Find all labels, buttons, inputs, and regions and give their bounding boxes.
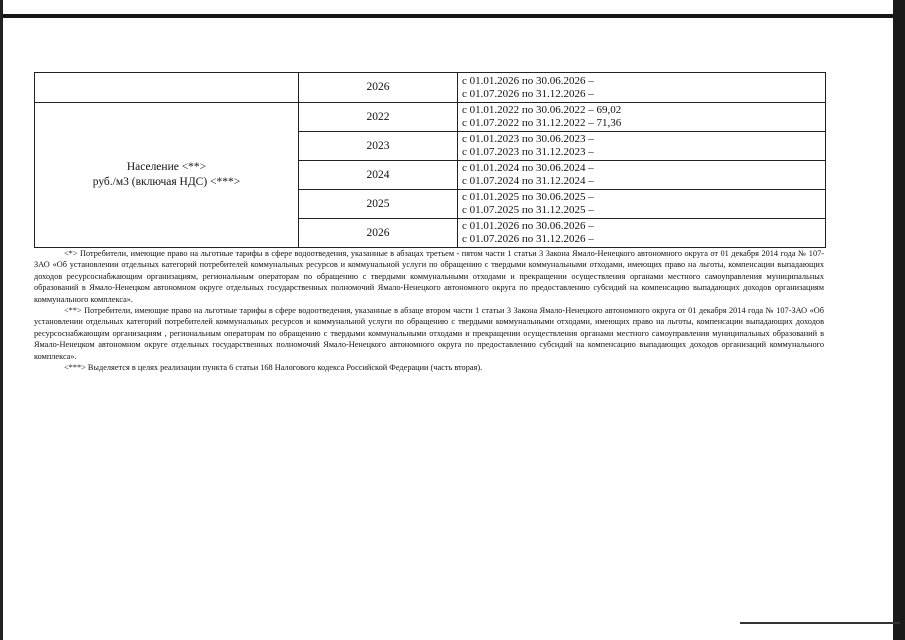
category-cell xyxy=(35,103,299,248)
footnotes xyxy=(34,248,824,373)
period-line: с 01.01.2025 по 30.06.2025 – xyxy=(462,191,594,203)
year-cell: 2024 xyxy=(299,161,458,190)
year-cell: 2026 xyxy=(299,219,458,248)
category-unit: руб./м3 (включая НДС) <***> xyxy=(92,176,241,188)
periods-cell xyxy=(458,73,826,103)
empty-category-cell xyxy=(35,73,299,103)
period-line: с 01.01.2023 по 30.06.2023 – xyxy=(462,133,594,145)
tariff-table xyxy=(34,72,826,248)
period-line: с 01.07.2026 по 31.12.2026 – xyxy=(462,233,594,245)
scan-border-right xyxy=(893,0,905,640)
periods-cell xyxy=(458,103,826,132)
periods-cell xyxy=(458,190,826,219)
scan-border-top xyxy=(0,0,905,18)
periods-cell xyxy=(458,161,826,190)
period-line: с 01.07.2025 по 31.12.2025 – xyxy=(462,204,594,216)
footnote-2: <**> Потребители, имеющие право на льготные тарифы в сфере водоотведения, указанные в абзаце втором части 1 статьи 3 Закона Ямало-Ненецкого автономного округа от 01 декабря 2014 года № 107-ЗАО «Об установлении отдельных категорий потребителей коммунальных ресурсов и коммунальной услуги по обращению с твердыми коммунальными отходами, имеющих право на льготы, компенсации выпадающих доходов ресурсоснабжающим организациям , региональным операторам по обращению с твердыми коммунальными отходами и прекращении осуществления органами местного самоуправления муниципальных образований в Ямало-Ненецком автономном округе отдельных государственных полномочий Ямало-Ненецкого автономного округа по предоставлению субсидий на компенсацию выпадающих доходов организаций коммунального комплекса». xyxy=(34,306,824,361)
year-cell: 2022 xyxy=(299,103,458,132)
year-cell: 2023 xyxy=(299,132,458,161)
table-row xyxy=(35,73,826,103)
year-cell: 2026 xyxy=(299,73,458,103)
category-title: Население <**> xyxy=(126,161,207,173)
period-line: с 01.07.2024 по 31.12.2024 – xyxy=(462,175,594,187)
footnote-1: <*> Потребители, имеющие право на льготные тарифы в сфере водоотведения, указанные в абзацах третьем - пятом части 1 статьи 3 Закона Ямало-Ненецкого автономного округа от 01 декабря 2014 года № 107-ЗАО «Об установлении отдельных категорий потребителей коммунальных ресурсов и коммунальной услуги по обращению с твердыми коммунальными отходами, имеющих право на льготы, компенсации выпадающих доходов ресурсоснабжающим организациям, региональным операторам по обращению с твердыми коммунальными отходами и прекращении осуществления органами местного самоуправления муниципальных образований в Ямало-Ненецком автономном округе отдельных государственных полномочий Ямало-Ненецкого автономного округа по предоставлению субсидий на компенсацию выпадающих доходов организациям коммунального комплекса». xyxy=(34,249,824,304)
period-line: с 01.07.2023 по 31.12.2023 – xyxy=(462,146,594,158)
period-line: с 01.01.2026 по 30.06.2026 – xyxy=(462,220,594,232)
period-line: с 01.07.2022 по 31.12.2022 – 71,36 xyxy=(462,117,622,129)
footnote-3: <***> Выделяется в целях реализации пункта 6 статьи 168 Налогового кодекса Российской Федерации (часть вторая). xyxy=(64,363,483,373)
scan-border-left xyxy=(0,0,3,640)
periods-cell xyxy=(458,219,826,248)
period-line: с 01.01.2022 по 30.06.2022 – 69,02 xyxy=(462,104,622,116)
table-row xyxy=(35,103,826,132)
periods-cell xyxy=(458,132,826,161)
scan-border-bottom xyxy=(740,622,900,624)
period-line: с 01.01.2026 по 30.06.2026 – xyxy=(462,74,594,87)
year-cell: 2025 xyxy=(299,190,458,219)
period-line: с 01.01.2024 по 30.06.2024 – xyxy=(462,162,594,174)
period-line: с 01.07.2026 по 31.12.2026 – xyxy=(462,87,594,100)
